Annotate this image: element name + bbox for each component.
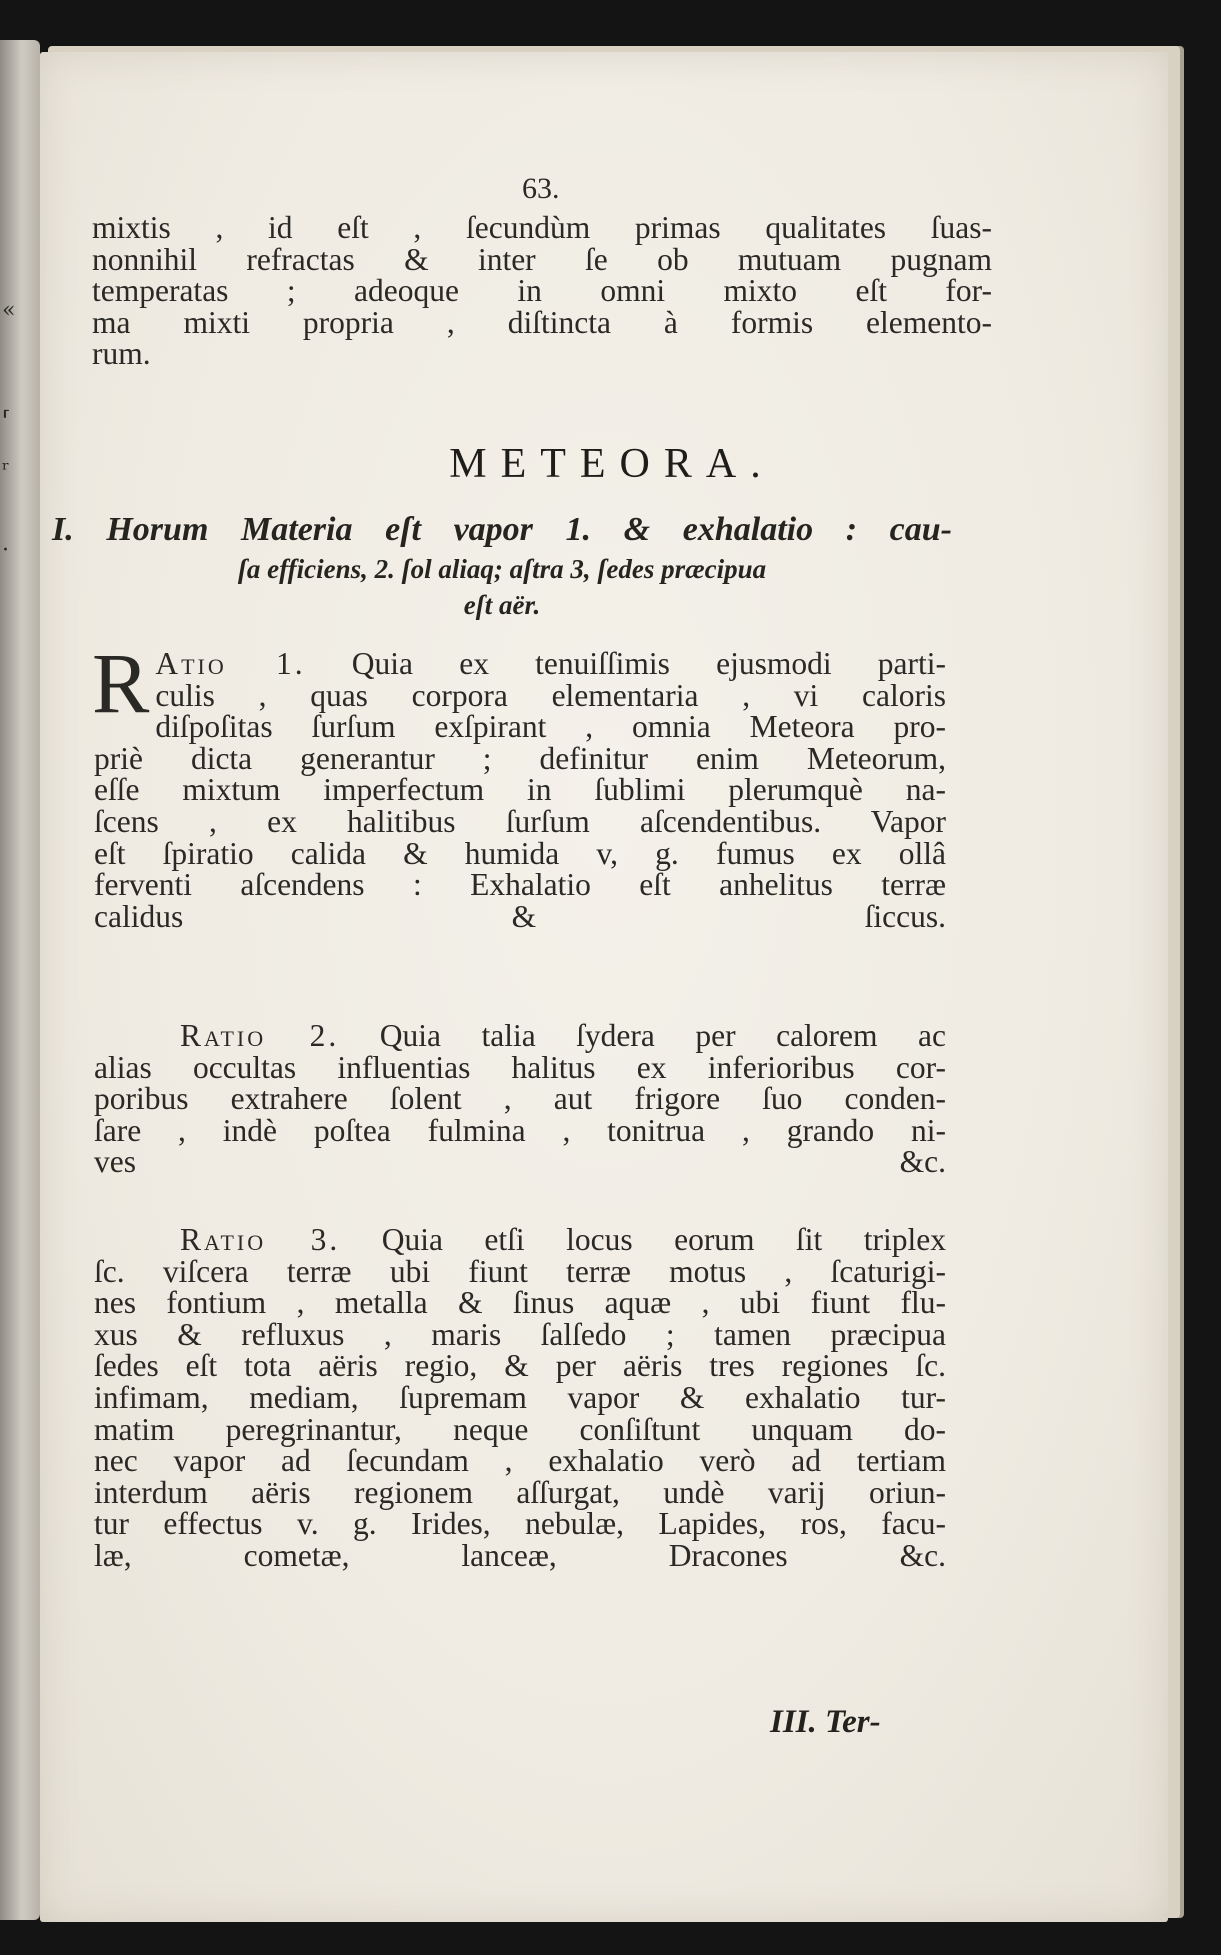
text-line: eſt ſpiratio calida & humida v, g. fumus ex ollâ [94, 835, 946, 871]
ratio-label: Ratio 3. [180, 1222, 341, 1257]
subheading-line: eſt aër. [463, 590, 541, 620]
catchword: III. Ter- [770, 1704, 881, 1740]
left-fragment: · [2, 538, 9, 563]
text-line: Quia etſi locus eorum ſit triplex [381, 1222, 946, 1257]
ratio-1-paragraph [92, 635, 946, 934]
text-line: culis , quas corpora elementaria , vi caloris [155, 677, 946, 713]
text-line: interdum aëris regionem aſſurgat, undè varij oriun- [94, 1474, 946, 1510]
ratio-label: Atio 1. [155, 646, 306, 681]
section-subheading [52, 510, 952, 622]
book-page [40, 52, 1168, 1922]
text-line: alias occultas influentias halitus ex inferioribus cor- [94, 1049, 946, 1085]
page-number: 63. [522, 172, 560, 205]
subheading-line: ſa efficiens, 2. ſol aliaq; aſtra 3, ſedes præcipua [237, 554, 767, 584]
text-line: nes fontium , metalla & ſinus aquæ , ubi fiunt flu- [94, 1285, 946, 1321]
subheading-line: I. Horum Materia eſt vapor 1. & exhalatio : cau- [52, 511, 952, 548]
text-line: ſc. viſcera terræ ubi fiunt terræ motus , ſcaturigi- [94, 1253, 946, 1289]
ratio-3-paragraph [94, 1224, 946, 1572]
text-line: ſedes eſt tota aëris regio, & per aëris tres regiones ſc. [94, 1348, 946, 1384]
text-line: ves &c. [94, 1144, 946, 1180]
text-line: xus & refluxus , maris ſalſedo ; tamen præcipua [94, 1316, 946, 1352]
text-line: calidus & ſiccus. [94, 898, 946, 934]
ratio-2-paragraph [94, 1020, 946, 1178]
text-line: matim peregrinantur, neque conſiſtunt unquam do- [94, 1411, 946, 1447]
text-line: Quia talia ſydera per calorem ac [379, 1018, 946, 1053]
text-line: nonnihil refractas & inter ſe ob mutuam pugnam [92, 241, 992, 277]
text-line: tur effectus v. g. Irides, nebulæ, Lapides, ros, facu- [94, 1506, 946, 1542]
text-line: ſcens , ex halitibus ſurſum aſcendentibus. Vapor [94, 803, 946, 839]
text-line: Quia ex tenuiſſimis ejusmodi parti- [351, 646, 946, 681]
text-line: nec vapor ad ſecundam , exhalatio verò ad tertiam [94, 1443, 946, 1479]
text-line: poribus extrahere ſolent , aut frigore ſuo conden- [94, 1081, 946, 1117]
text-line: ma mixti propria , diſtincta à formis elemento- [92, 304, 992, 340]
text-line: infimam, mediam, ſupremam vapor & exhalatio tur- [94, 1379, 946, 1415]
text-line: eſſe mixtum imperfectum in ſublimi plerumquè na- [94, 772, 946, 808]
text-line: ſare , indè poſtea fulmina , tonitrua , grando ni- [94, 1112, 946, 1148]
text-line: temperatas ; adeoque in omni mixto eſt for- [92, 273, 992, 309]
drop-cap: R [92, 635, 150, 731]
ratio-label: Ratio 2. [180, 1018, 340, 1053]
text-line: mixtis , id eſt , ſecundùm primas qualitates ſuas- [92, 210, 992, 245]
left-fragment: « [2, 298, 16, 323]
text-line: priè dicta generantur ; definitur enim Meteorum, [94, 740, 946, 776]
text-line: diſpoſitas ſurſum exſpirant , omnia Meteora pro- [155, 709, 946, 745]
intro-paragraph [92, 212, 992, 370]
left-fragment: ʳ [2, 458, 10, 483]
text-line: ferventi aſcendens : Exhalatio eſt anhelitus terræ [94, 867, 946, 903]
left-fragment: ⸢ [2, 408, 11, 433]
text-line: læ, cometæ, lanceæ, Dracones &c. [94, 1537, 946, 1573]
left-page-edge [0, 40, 40, 1920]
section-heading: METEORA. [449, 441, 775, 487]
text-line: rum. [92, 336, 151, 372]
